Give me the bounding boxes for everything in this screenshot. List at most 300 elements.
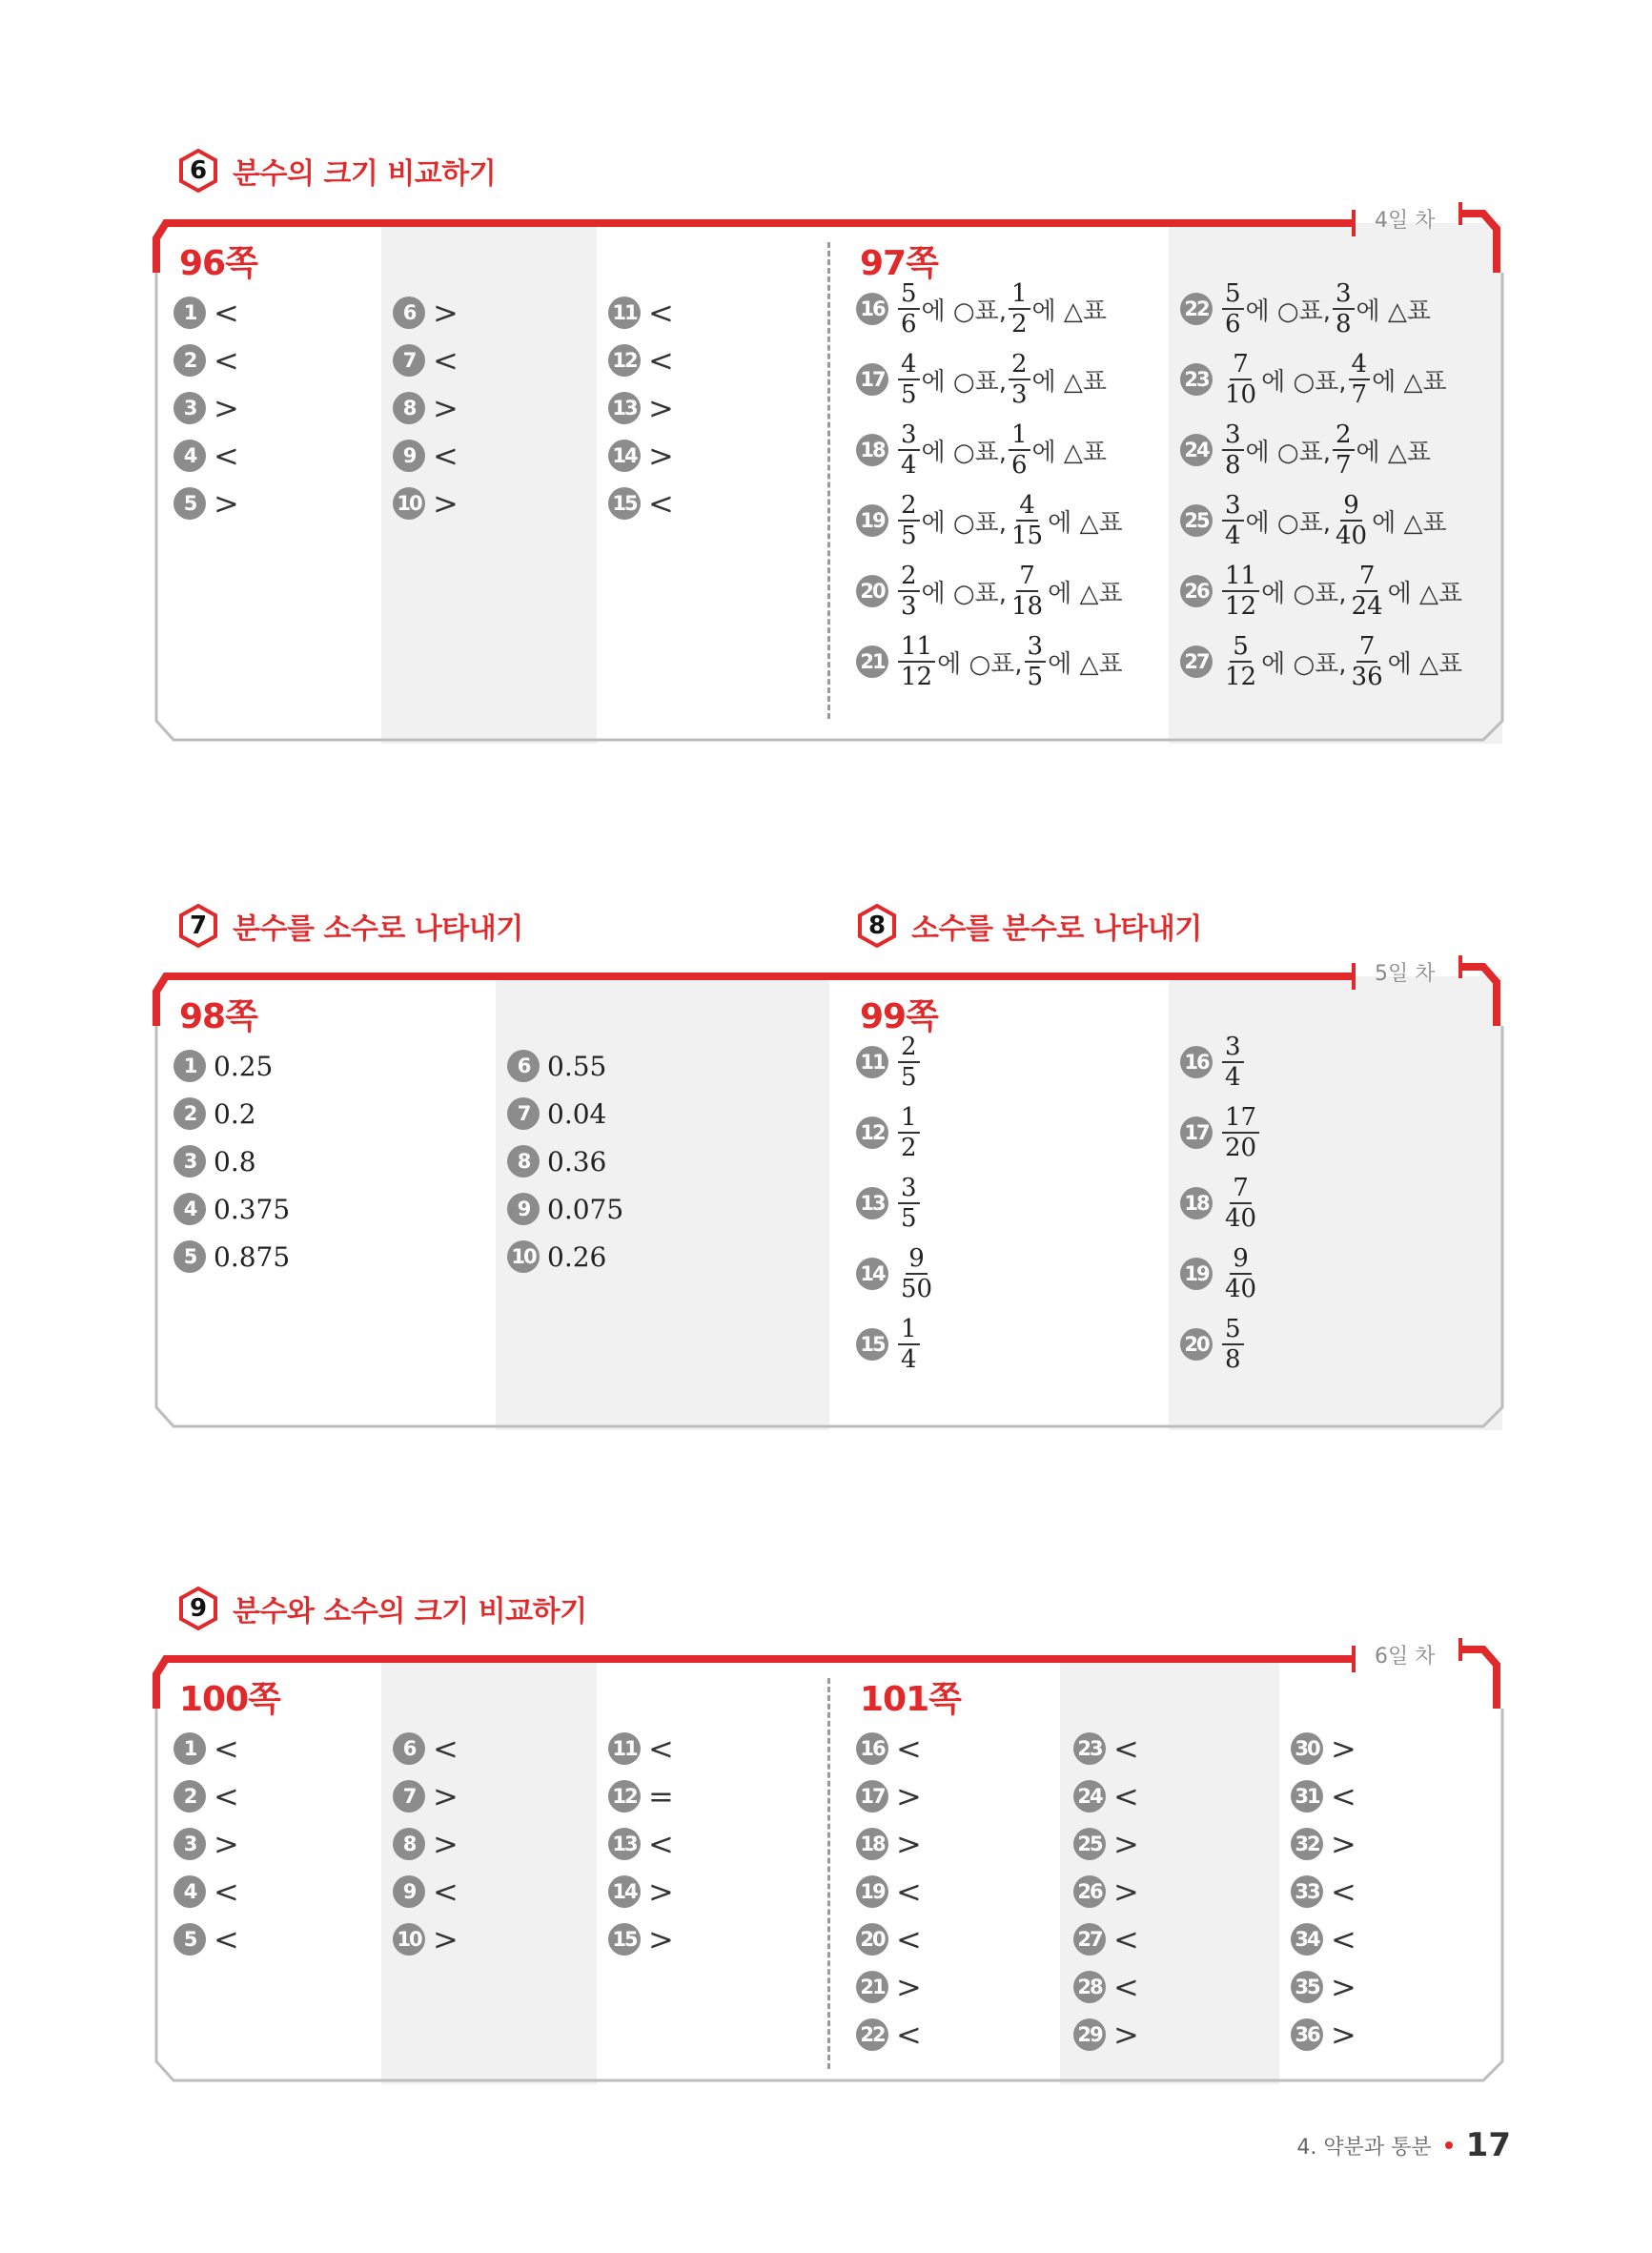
- item-number-badge: 15: [856, 1328, 888, 1361]
- numerator: 5: [1230, 632, 1252, 663]
- answer-value: 0.26: [547, 1240, 607, 1273]
- circle-mark-text: 에 ○표,: [921, 297, 1007, 326]
- answer-item: [856, 561, 1123, 622]
- item-number-badge: 10: [393, 487, 425, 520]
- item-number-badge: 25: [1073, 1828, 1106, 1860]
- answer-value: >: [433, 1778, 459, 1814]
- answer-item: [856, 1968, 922, 2006]
- item-number-badge: 17: [1180, 1116, 1213, 1149]
- answer-item: [393, 484, 459, 522]
- answer-value: >: [433, 1921, 459, 1957]
- item-number-badge: 3: [173, 392, 206, 424]
- numerator: 3: [1222, 420, 1244, 451]
- numerator: 7: [1230, 1174, 1252, 1204]
- item-number-badge: 1: [173, 297, 206, 329]
- answer-item: [1291, 1873, 1356, 1911]
- numerator: 3: [1333, 279, 1355, 310]
- hexagon-number-badge: 9: [177, 1586, 219, 1631]
- answer-item: [856, 1730, 922, 1768]
- item-number-badge: 11: [608, 297, 641, 329]
- answer-value: >: [1113, 1874, 1139, 1910]
- triangle-mark-text: 에 △표: [1356, 297, 1432, 326]
- hexagon-number-badge: 6: [177, 148, 219, 194]
- answer-item: [608, 1777, 674, 1815]
- item-number-badge: 6: [393, 297, 425, 329]
- denominator: 8: [1336, 310, 1352, 338]
- answer-item: [173, 1920, 239, 1958]
- answer-value: 0.2: [214, 1097, 256, 1130]
- answer-item: [1180, 1173, 1261, 1234]
- denominator: 6: [901, 310, 917, 338]
- denominator: 40: [1225, 1275, 1257, 1303]
- hexagon-number-badge: 7: [177, 903, 219, 949]
- fraction: [1222, 1103, 1259, 1162]
- numerator: 7: [1016, 562, 1038, 592]
- answer-value: =: [648, 1778, 674, 1814]
- fraction: [1222, 1315, 1244, 1374]
- answer-value: <: [214, 1874, 239, 1910]
- page-label-97: 97쪽: [860, 244, 938, 283]
- answer-value: >: [433, 1826, 459, 1862]
- fraction: [1009, 279, 1030, 338]
- answer-value: 0.8: [214, 1145, 256, 1178]
- denominator: 8: [1225, 1345, 1241, 1374]
- answer-item: [856, 1825, 922, 1863]
- answer-item: [1291, 2016, 1356, 2054]
- answer-item: [507, 1238, 606, 1276]
- item-number-badge: 9: [393, 440, 425, 472]
- item-number-badge: 11: [856, 1046, 888, 1078]
- page-footer: [1296, 2126, 1511, 2164]
- answer-value: >: [433, 295, 459, 331]
- section-heading: 분수와 소수의 크기 비교하기: [233, 1595, 587, 1628]
- numerator: 2: [1333, 420, 1355, 451]
- page-label-100: 100쪽: [179, 1680, 280, 1719]
- circle-mark-text: 에 ○표,: [921, 508, 1007, 538]
- item-number-badge: 16: [856, 293, 888, 325]
- item-number-badge: 9: [393, 1875, 425, 1908]
- denominator: 15: [1011, 522, 1044, 550]
- denominator: 7: [1336, 451, 1352, 480]
- answer-value: >: [1113, 2017, 1139, 2053]
- item-number-badge: 8: [393, 1828, 425, 1860]
- item-number-badge: 4: [173, 440, 206, 472]
- denominator: 12: [1225, 663, 1257, 691]
- answer-value: >: [896, 1826, 922, 1862]
- fraction: [1222, 420, 1244, 480]
- numerator: 5: [1222, 1315, 1244, 1345]
- answer-item: [1291, 1920, 1356, 1958]
- fraction: [1222, 1244, 1259, 1303]
- answer-value: <: [896, 2017, 922, 2053]
- answer-item: [1291, 1825, 1356, 1863]
- answer-value: <: [214, 438, 239, 474]
- item-number-badge: 1: [173, 1732, 206, 1765]
- answer-value: >: [648, 438, 674, 474]
- page-label-96: 96쪽: [179, 244, 257, 283]
- fraction: [1009, 350, 1030, 409]
- answer-value: >: [214, 1826, 239, 1862]
- denominator: 40: [1225, 1204, 1257, 1233]
- answer-item: [856, 1777, 922, 1815]
- section-heading: 분수의 크기 비교하기: [233, 157, 497, 191]
- fraction: [1025, 632, 1047, 691]
- triangle-mark-text: 에 △표: [1372, 508, 1447, 538]
- numerator: 7: [1356, 562, 1378, 592]
- item-number-badge: 28: [1073, 1971, 1106, 2003]
- answer-item: [393, 1825, 459, 1863]
- answer-item: [507, 1047, 606, 1085]
- item-number-badge: 33: [1291, 1875, 1323, 1908]
- answer-item: [608, 1825, 674, 1863]
- numerator: 3: [1222, 1033, 1244, 1063]
- answer-item: [173, 294, 239, 332]
- denominator: 2: [1011, 310, 1028, 338]
- denominator: 24: [1351, 592, 1383, 621]
- item-number-badge: 26: [1073, 1875, 1106, 1908]
- denominator: 10: [1225, 380, 1257, 409]
- answer-value: <: [214, 1778, 239, 1814]
- answer-value: <: [648, 1826, 674, 1862]
- answer-item: [856, 1920, 922, 1958]
- item-number-badge: 2: [173, 1780, 206, 1813]
- item-number-badge: 24: [1073, 1780, 1106, 1813]
- answer-item: [608, 484, 674, 522]
- fraction: [1333, 420, 1355, 480]
- answer-value: >: [648, 390, 674, 426]
- denominator: 20: [1225, 1134, 1257, 1162]
- fraction: [1222, 350, 1259, 409]
- answer-value: >: [433, 485, 459, 522]
- circle-mark-text: 에 ○표,: [1261, 649, 1347, 679]
- item-number-badge: 24: [1180, 434, 1213, 466]
- answer-value: >: [1331, 1826, 1356, 1862]
- answer-panel-96-97: [153, 200, 1506, 744]
- answer-item: [173, 1095, 256, 1133]
- item-number-badge: 6: [507, 1050, 540, 1082]
- answer-value: 0.04: [547, 1097, 607, 1130]
- item-number-badge: 10: [393, 1923, 425, 1956]
- answer-value: <: [433, 1731, 459, 1767]
- numerator: 2: [898, 1033, 920, 1063]
- answer-item: [608, 1873, 674, 1911]
- denominator: 5: [901, 1204, 917, 1233]
- fraction: [898, 279, 920, 338]
- answer-item: [173, 1730, 239, 1768]
- item-number-badge: 3: [173, 1145, 206, 1178]
- numerator: 9: [906, 1244, 928, 1275]
- item-number-badge: 7: [507, 1097, 540, 1130]
- item-number-badge: 5: [173, 1923, 206, 1956]
- answer-value: 0.075: [547, 1193, 624, 1225]
- answer-item: [1291, 1730, 1356, 1768]
- fraction: [1009, 491, 1046, 550]
- circle-mark-text: 에 ○표,: [1245, 508, 1331, 538]
- answer-item: [173, 341, 239, 379]
- page-label-101: 101쪽: [860, 1680, 961, 1719]
- answer-value: <: [648, 295, 674, 331]
- numerator: 11: [898, 632, 935, 663]
- answer-item: [856, 1873, 922, 1911]
- answer-item: [1073, 2016, 1139, 2054]
- item-number-badge: 3: [173, 1828, 206, 1860]
- item-number-badge: 27: [1180, 645, 1213, 678]
- column-divider: [827, 1678, 830, 2069]
- section-heading: 분수를 소수로 나타내기: [233, 912, 523, 946]
- answer-item: [1073, 1777, 1139, 1815]
- fraction: [898, 632, 935, 691]
- item-number-badge: 7: [393, 1780, 425, 1813]
- section-8-title: [856, 900, 1202, 952]
- day-label: 5일 차: [1375, 962, 1436, 986]
- circle-mark-text: 에 ○표,: [937, 649, 1023, 679]
- answer-value: >: [1331, 2017, 1356, 2053]
- fraction: [898, 1244, 935, 1303]
- fraction: [898, 350, 920, 409]
- item-number-badge: 21: [856, 645, 888, 678]
- fraction: [898, 1103, 920, 1162]
- denominator: 12: [901, 663, 933, 691]
- fraction: [1009, 420, 1030, 480]
- item-number-badge: 12: [856, 1116, 888, 1149]
- fraction: [898, 562, 920, 621]
- answer-item: [1180, 1032, 1246, 1093]
- day-label: 4일 차: [1375, 209, 1436, 233]
- item-number-badge: 35: [1291, 1971, 1323, 2003]
- answer-item: [856, 1102, 922, 1163]
- item-number-badge: 22: [1180, 293, 1213, 325]
- answer-value: <: [896, 1921, 922, 1957]
- answer-item: [393, 294, 459, 332]
- triangle-mark-text: 에 △표: [1387, 579, 1463, 608]
- circle-mark-text: 에 ○표,: [921, 367, 1007, 397]
- fraction: [1349, 632, 1386, 691]
- answer-item: [1291, 1968, 1356, 2006]
- answer-value: >: [1331, 1731, 1356, 1767]
- numerator: 4: [1016, 491, 1038, 522]
- item-number-badge: 4: [173, 1193, 206, 1225]
- denominator: 2: [901, 1134, 917, 1162]
- item-number-badge: 13: [608, 1828, 641, 1860]
- item-number-badge: 8: [507, 1145, 540, 1178]
- answer-item: [856, 278, 1107, 339]
- circle-mark-text: 에 ○표,: [921, 438, 1007, 467]
- answer-item: [856, 2016, 922, 2054]
- item-number-badge: 23: [1180, 363, 1213, 396]
- item-number-badge: 27: [1073, 1923, 1106, 1956]
- fraction: [1222, 1174, 1259, 1233]
- denominator: 4: [901, 451, 917, 480]
- answer-value: <: [214, 295, 239, 331]
- item-number-badge: 16: [1180, 1046, 1213, 1078]
- answer-value: >: [896, 1969, 922, 2005]
- answer-value: <: [1331, 1874, 1356, 1910]
- answer-panel-100-101: [153, 1636, 1506, 2084]
- item-number-badge: 12: [608, 344, 641, 377]
- triangle-mark-text: 에 △표: [1356, 438, 1432, 467]
- fraction: [898, 1174, 920, 1233]
- fraction: [1349, 350, 1371, 409]
- answer-item: [856, 420, 1107, 481]
- answer-item: [1073, 1920, 1139, 1958]
- numerator: 5: [898, 279, 920, 310]
- answer-item: [1073, 1825, 1139, 1863]
- answer-value: 0.25: [214, 1050, 274, 1082]
- numerator: 1: [1009, 279, 1030, 310]
- answer-item: [1180, 631, 1462, 692]
- item-number-badge: 6: [393, 1732, 425, 1765]
- fraction: [1222, 279, 1244, 338]
- answer-value: <: [433, 438, 459, 474]
- answer-item: [1073, 1873, 1139, 1911]
- answer-item: [608, 437, 674, 475]
- answer-item: [173, 437, 239, 475]
- item-number-badge: 14: [856, 1258, 888, 1290]
- answer-value: 0.375: [214, 1193, 291, 1225]
- footer-dot-icon: [1445, 2141, 1453, 2149]
- numerator: 7: [1356, 632, 1378, 663]
- answer-item: [1291, 1777, 1356, 1815]
- numerator: 2: [898, 491, 920, 522]
- answer-item: [507, 1095, 606, 1133]
- denominator: 5: [901, 522, 917, 550]
- answer-value: <: [648, 342, 674, 379]
- numerator: 4: [898, 350, 920, 380]
- answer-value: <: [1113, 1778, 1139, 1814]
- denominator: 36: [1351, 663, 1383, 691]
- answer-item: [173, 1777, 239, 1815]
- answer-panel-98-99: [153, 953, 1506, 1430]
- answer-value: 0.875: [214, 1240, 291, 1273]
- numerator: 2: [898, 562, 920, 592]
- answer-item: [393, 1873, 459, 1911]
- answer-value: <: [433, 342, 459, 379]
- denominator: 3: [901, 592, 917, 621]
- fraction: [1222, 632, 1259, 691]
- triangle-mark-text: 에 △표: [1387, 649, 1463, 679]
- answer-value: <: [1113, 1731, 1139, 1767]
- answer-value: >: [214, 485, 239, 522]
- answer-value: <: [896, 1731, 922, 1767]
- circle-mark-text: 에 ○표,: [1245, 438, 1331, 467]
- item-number-badge: 26: [1180, 575, 1213, 607]
- denominator: 8: [1225, 451, 1241, 480]
- item-number-badge: 2: [173, 344, 206, 377]
- fraction: [898, 420, 920, 480]
- answer-item: [1180, 490, 1447, 551]
- numerator: 17: [1222, 1103, 1259, 1134]
- item-number-badge: 12: [608, 1780, 641, 1813]
- triangle-mark-text: 에 △표: [1048, 579, 1123, 608]
- fraction: [1333, 279, 1355, 338]
- triangle-mark-text: 에 △표: [1031, 438, 1108, 467]
- answer-item: [507, 1142, 606, 1180]
- item-number-badge: 8: [393, 392, 425, 424]
- answer-value: <: [896, 1874, 922, 1910]
- answer-item: [173, 1873, 239, 1911]
- answer-item: [1180, 561, 1462, 622]
- answer-item: [856, 631, 1123, 692]
- item-number-badge: 4: [173, 1875, 206, 1908]
- triangle-mark-text: 에 △표: [1031, 297, 1108, 326]
- denominator: 40: [1336, 522, 1368, 550]
- answer-item: [1073, 1730, 1139, 1768]
- answer-value: >: [1331, 1969, 1356, 2005]
- item-number-badge: 11: [608, 1732, 641, 1765]
- answer-value: >: [896, 1778, 922, 1814]
- item-number-badge: 34: [1291, 1923, 1323, 1956]
- answer-value: <: [1331, 1778, 1356, 1814]
- numerator: 9: [1230, 1244, 1252, 1275]
- triangle-mark-text: 에 △표: [1048, 508, 1123, 538]
- fraction: [1222, 562, 1259, 621]
- triangle-mark-text: 에 △표: [1031, 367, 1108, 397]
- answer-value: 0.55: [547, 1050, 607, 1082]
- item-number-badge: 16: [856, 1732, 888, 1765]
- answer-value: <: [214, 342, 239, 379]
- hexagon-number-badge: 8: [856, 903, 898, 949]
- numerator: 1: [1009, 420, 1030, 451]
- answer-item: [856, 1032, 922, 1093]
- answer-item: [1180, 278, 1431, 339]
- answer-value: <: [214, 1731, 239, 1767]
- column-divider: [827, 995, 830, 1424]
- item-number-badge: 7: [393, 344, 425, 377]
- denominator: 6: [1011, 451, 1028, 480]
- denominator: 50: [901, 1275, 933, 1303]
- item-number-badge: 30: [1291, 1732, 1323, 1765]
- item-number-badge: 5: [173, 487, 206, 520]
- denominator: 5: [901, 1063, 917, 1092]
- item-number-badge: 2: [173, 1097, 206, 1130]
- item-number-badge: 17: [856, 363, 888, 396]
- circle-mark-text: 에 ○표,: [921, 579, 1007, 608]
- answer-item: [1180, 420, 1431, 481]
- item-number-badge: 14: [608, 1875, 641, 1908]
- answer-item: [1180, 349, 1447, 410]
- item-number-badge: 19: [856, 1875, 888, 1908]
- numerator: 2: [1009, 350, 1030, 380]
- denominator: 18: [1011, 592, 1044, 621]
- answer-item: [608, 1920, 674, 1958]
- fraction: [898, 1033, 920, 1092]
- item-number-badge: 14: [608, 440, 641, 472]
- item-number-badge: 20: [1180, 1328, 1213, 1361]
- answer-value: >: [433, 390, 459, 426]
- circle-mark-text: 에 ○표,: [1261, 579, 1347, 608]
- numerator: 7: [1230, 350, 1252, 380]
- answer-value: <: [1331, 1921, 1356, 1957]
- fraction: [898, 1315, 920, 1374]
- answer-item: [507, 1190, 623, 1228]
- column-divider: [827, 242, 830, 719]
- item-number-badge: 19: [1180, 1258, 1213, 1290]
- fraction: [1333, 491, 1370, 550]
- numerator: 1: [898, 1315, 920, 1345]
- answer-item: [856, 1243, 937, 1304]
- section-9-title: [177, 1583, 587, 1634]
- item-number-badge: 13: [856, 1187, 888, 1219]
- numerator: 3: [1222, 491, 1244, 522]
- denominator: 3: [1011, 380, 1028, 409]
- answer-value: <: [648, 1731, 674, 1767]
- answer-item: [393, 437, 459, 475]
- answer-item: [1180, 1314, 1246, 1375]
- denominator: 12: [1225, 592, 1257, 621]
- item-number-badge: 18: [856, 434, 888, 466]
- answer-value: <: [433, 1874, 459, 1910]
- item-number-badge: 20: [856, 575, 888, 607]
